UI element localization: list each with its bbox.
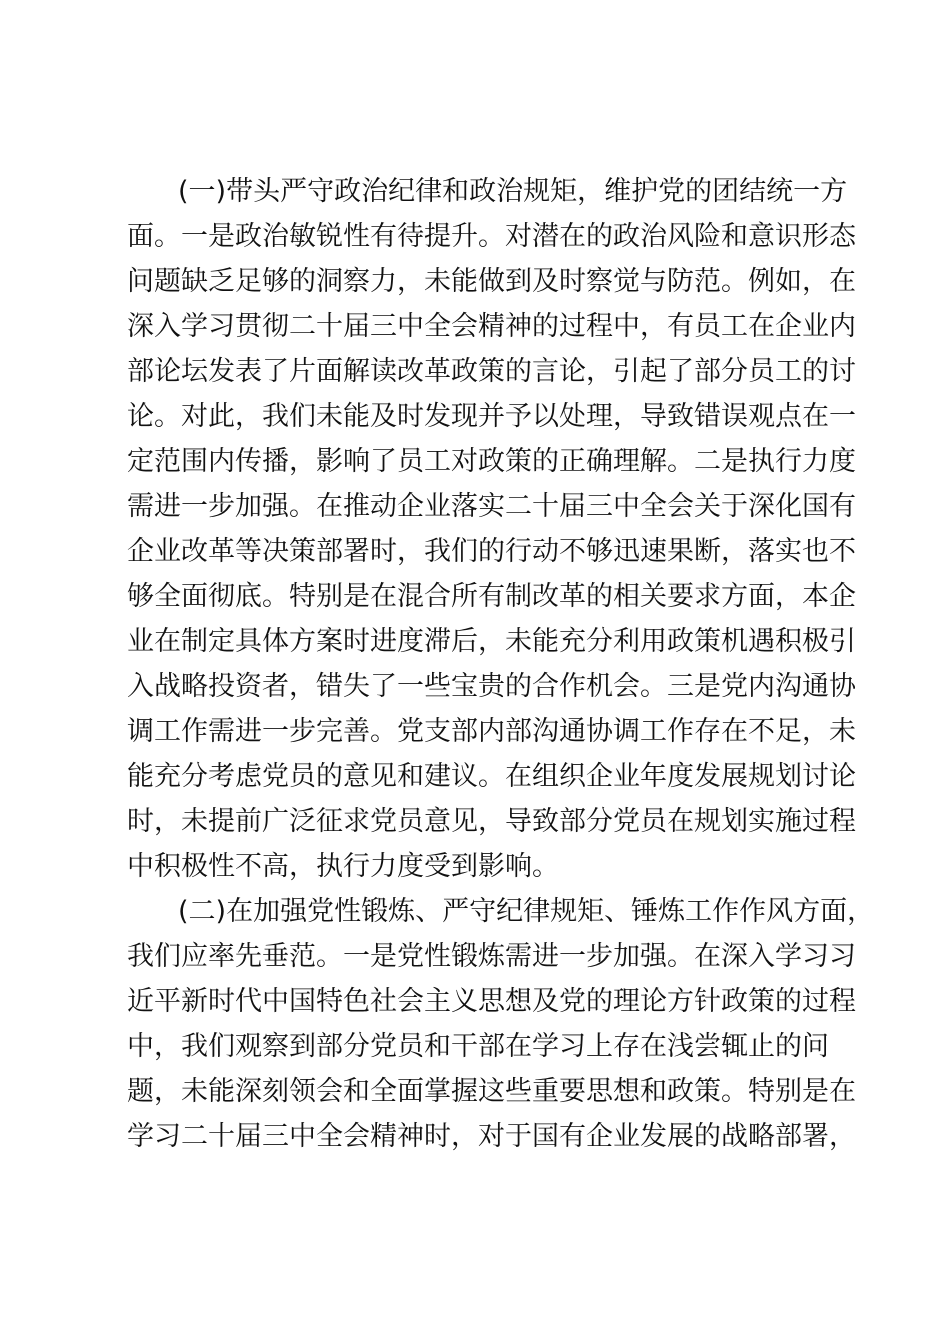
- paragraph-line: 够全面彻底。特别是在混合所有制改革的相关要求方面，本企: [127, 581, 856, 612]
- paragraph-line: 我们应率先垂范。一是党性锻炼需进一步加强。在深入学习习: [127, 941, 856, 972]
- paragraph-line: 能充分考虑党员的意见和建议。在组织企业年度发展规划讨论: [127, 761, 856, 792]
- paragraph-line: 论。对此，我们未能及时发现并予以处理，导致错误观点在一: [127, 401, 856, 432]
- paragraph-line: 近平新时代中国特色社会主义思想及党的理论方针政策的过程: [127, 986, 856, 1017]
- paragraph-line: 问题缺乏足够的洞察力，未能做到及时察觉与防范。例如，在: [127, 266, 856, 297]
- paragraph-line: 学习二十届三中全会精神时，对于国有企业发展的战略部署，: [127, 1121, 856, 1152]
- paragraph-line: 企业改革等决策部署时，我们的行动不够迅速果断，落实也不: [127, 536, 856, 567]
- paragraph-line: 深入学习贯彻二十届三中全会精神的过程中，有员工在企业内: [127, 311, 856, 342]
- paragraph-line: 题，未能深刻领会和全面掌握这些重要思想和政策。特别是在: [127, 1076, 856, 1107]
- paragraph-line: 面。一是政治敏锐性有待提升。对潜在的政治风险和意识形态: [127, 221, 856, 252]
- paragraph-line: 中，我们观察到部分党员和干部在学习上存在浅尝辄止的问: [127, 1031, 829, 1062]
- paragraph-line: 入战略投资者，错失了一些宝贵的合作机会。三是党内沟通协: [127, 671, 856, 702]
- paragraph-line: 中积极性不高，执行力度受到影响。: [127, 851, 559, 882]
- paragraph-line: 调工作需进一步完善。党支部内部沟通协调工作存在不足，未: [127, 716, 856, 747]
- paragraph-line: 时，未提前广泛征求党员意见，导致部分党员在规划实施过程: [127, 806, 856, 837]
- paragraph-line: (一)带头严守政治纪律和政治规矩，维护党的团结统一方: [178, 176, 848, 207]
- paragraph-line: (二)在加强党性锻炼、严守纪律规矩、锤炼工作作风方面，: [178, 896, 875, 927]
- paragraph-line: 定范围内传播，影响了员工对政策的正确理解。二是执行力度: [127, 446, 856, 477]
- paragraph-line: 业在制定具体方案时进度滞后，未能充分利用政策机遇积极引: [127, 626, 856, 657]
- paragraph-line: 需进一步加强。在推动企业落实二十届三中全会关于深化国有: [127, 491, 856, 522]
- paragraph-line: 部论坛发表了片面解读改革政策的言论，引起了部分员工的讨: [127, 356, 856, 387]
